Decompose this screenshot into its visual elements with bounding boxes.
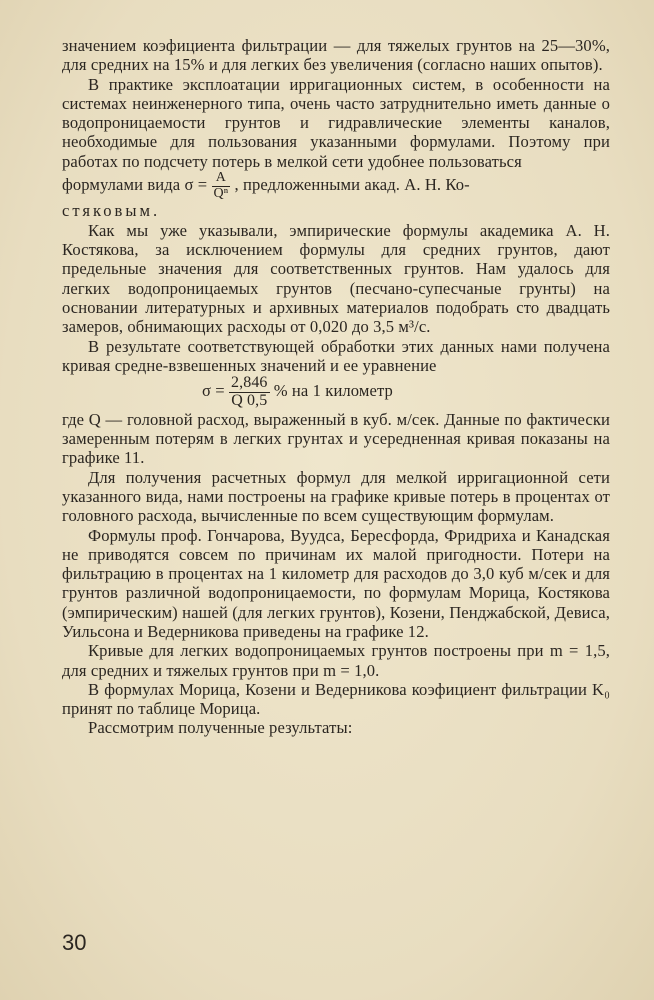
paragraph-2: В практике эксплоатации ирригационных систем, в особенности на системах неинженерного типа, очень часто затруднительно иметь данные о водопроницаемости грунтов и гидравлические элементы каналов, необходимые для пользования указанными формулами. Поэтому при работах по подсчету потерь в мелкой сети удобнее пользоваться	[62, 74, 610, 171]
paragraph-8: Кривые для легких водопроницаемых грунтов построены при m = 1,5, для средних и тяжелых грунтов при m = 1,0.	[62, 641, 610, 680]
formula-1-prefix: формулами вида σ =	[62, 175, 208, 195]
paragraph-7: Формулы проф. Гончарова, Вуудса, Бересфорда, Фридриха и Канадская не приводятся совсем по причинам их малой пригодности. Потери на фильтрацию в процентах на 1 километр для расходов до 3,0 куб м/сек и для грунтов различной водопроницаемости, по формулам Морица, Костякова (эмпирическим) нашей (для легких грунтов), Козени, Пенджабской, Девиса, Уильсона и Ведерникова приведены на графике 12.	[62, 525, 610, 641]
paragraph-6: Для получения расчетных формул для мелкой ирригационной сети указанного вида, нами построены на графике кривые потерь в процентах от головного расхода, вычисленные по всем существующим формулам.	[62, 467, 610, 526]
formula-line-1	[62, 171, 610, 201]
formula-1-denominator: Qⁿ	[213, 185, 229, 201]
formula-line-2	[62, 375, 610, 410]
formula-2-denominator: Q 0,5	[229, 392, 270, 410]
paragraph-10: Рассмотрим полученные результаты:	[88, 718, 353, 738]
formula-1-suffix: , предложенными акад. А. Н. Ко-	[234, 175, 470, 195]
paragraph-9: В формулах Морица, Козени и Ведерникова коэфициент фильтрации K₀ принят по таблице Морица.	[62, 679, 610, 719]
paragraph-3: Как мы уже указывали, эмпирические формулы академика А. Н. Костякова, за исключением формулы для средних грунтов, дают предельные значения для соответственных грунтов. Нам удалось для легких водопроницаемых грунтов (песчано-супесчаные грунты) на основании литературных и архивных материалов подобрать сто двадцать замеров, обнимающих расходы от 0,020 до 3,5 м³/с.	[62, 220, 610, 337]
paragraph-5: где Q — головной расход, выраженный в куб. м/сек. Данные по фактически замеренным потерям в легких грунтах и усередненная кривая показаны на графике 11.	[62, 409, 610, 468]
formula-1-fraction	[212, 171, 231, 201]
paragraph-4: В результате соответствующей обработки этих данных нами получена кривая средне-взвешенных значений и ее уравнение	[62, 336, 610, 375]
formula-2-fraction	[229, 375, 270, 410]
page-number: 30	[62, 930, 87, 955]
formula-2-prefix: σ =	[202, 381, 225, 401]
formula-1-continuation: стяковым.	[62, 201, 161, 221]
formula-2-numerator: 2,846	[231, 374, 268, 392]
page-body	[62, 36, 610, 738]
formula-2-suffix: % на 1 километр	[273, 381, 393, 401]
formula-1-numerator: A	[215, 170, 226, 186]
paragraph-1: значением коэфициента фильтрации — для тяжелых грунтов на 25—30%, для средних на 15% и для легких без увеличения (согласно наших опытов).	[62, 36, 610, 75]
